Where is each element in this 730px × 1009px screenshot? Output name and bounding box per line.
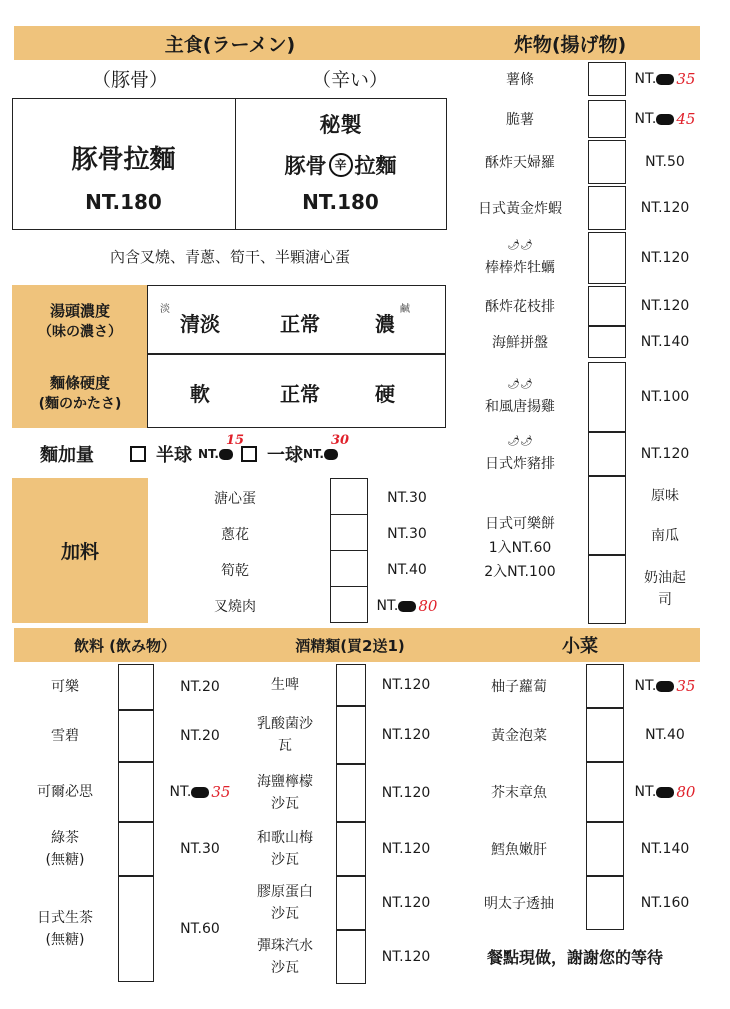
spicy-subtitle: （辛い）: [311, 68, 388, 91]
price-label: NT.160: [640, 895, 690, 911]
price-label: NT.20: [180, 728, 220, 744]
price-label: NT.120: [381, 895, 431, 911]
drink-name: 日式生茶 (無糖): [37, 910, 93, 948]
half-checkbox[interactable]: [130, 446, 146, 462]
topping-checkbox[interactable]: [330, 478, 368, 515]
sides-section-title: 小菜: [562, 636, 598, 657]
kitchen-note: 餐點現做，謝謝您的等待: [486, 947, 663, 967]
alcohol-checkbox[interactable]: [336, 876, 366, 930]
salty-mark: 鹹: [400, 304, 410, 315]
drink-checkbox[interactable]: [118, 762, 154, 822]
ramen-price: NT.180: [302, 190, 379, 214]
fried-item-name: 海鮮拼盤: [492, 335, 548, 351]
light-mark: 淡: [160, 304, 170, 315]
redacted-price-mark: [656, 74, 674, 85]
drink-checkbox[interactable]: [118, 664, 154, 710]
alcohol-section-title: 酒精類(買2送1): [295, 636, 405, 655]
topping-name: 叉燒肉: [214, 599, 256, 615]
fried-item-name: 和風唐揚雞: [485, 399, 555, 415]
price-label: NT.120: [640, 200, 690, 216]
soup-label: 湯頭濃度 （味の濃さ）: [38, 301, 122, 340]
handwritten-price: 80: [418, 597, 438, 615]
ramen-name: 豚骨 辛 拉麵: [284, 154, 397, 178]
price-label: NT.140: [640, 334, 690, 350]
side-name: 柚子蘿蔔: [491, 679, 547, 695]
price-label: NT. 35: [169, 783, 231, 801]
price-label: NT.120: [381, 841, 431, 857]
redacted-price-mark: [656, 114, 674, 125]
fried-checkbox[interactable]: [588, 186, 626, 230]
one-checkbox[interactable]: [241, 446, 257, 462]
cola-cake-flavor[interactable]: 南瓜: [651, 528, 679, 544]
fried-item-name: 酥炸花枝排: [485, 299, 555, 315]
price-label: NT.30: [387, 490, 427, 506]
price-label: NT.120: [381, 677, 431, 693]
extra-noodle-label: 麵加量: [40, 445, 94, 466]
fried-item-name: 日式黃金炸蝦: [478, 201, 562, 217]
price-label: NT.120: [381, 785, 431, 801]
redacted-price-mark: [191, 787, 209, 798]
cola-cake-flavor[interactable]: 奶油起: [644, 570, 686, 586]
fried-item-name: 脆薯: [506, 112, 534, 128]
ramen-secret-label: 秘製: [319, 113, 362, 137]
drink-checkbox[interactable]: [118, 822, 154, 876]
soup-option-light[interactable]: 清淡: [180, 311, 220, 336]
fried-item-name: 薯條: [506, 72, 534, 88]
topping-name: 溏心蛋: [214, 491, 256, 507]
ramen-price: NT.180: [85, 190, 162, 214]
spicy-level-icon: 🌶🌶: [507, 239, 533, 251]
drink-checkbox[interactable]: [118, 710, 154, 762]
price-label: NT.20: [180, 679, 220, 695]
handwritten-price: 35: [676, 677, 696, 695]
price-label: NT.60: [180, 921, 220, 937]
side-name: 黃金泡菜: [491, 728, 547, 744]
fried-checkbox[interactable]: [588, 100, 626, 138]
topping-name: 蔥花: [221, 527, 249, 543]
cola-cake-flavor[interactable]: 司: [658, 592, 672, 608]
noodle-label: 麵條硬度 (麵のかたさ): [38, 373, 122, 412]
alcohol-name: 膠原蛋白 沙瓦: [257, 884, 313, 922]
half-price: NT. 15: [198, 433, 245, 461]
fried-item-name: 酥炸天婦羅: [485, 155, 555, 171]
price-label: NT. 35: [634, 677, 696, 695]
toppings-label: 加料: [12, 478, 148, 623]
price-label: NT.30: [387, 526, 427, 542]
drink-checkbox[interactable]: [118, 876, 154, 982]
alcohol-checkbox[interactable]: [336, 664, 366, 706]
price-label: NT.50: [645, 154, 685, 170]
side-checkbox[interactable]: [586, 708, 624, 762]
price-label: NT.140: [640, 841, 690, 857]
tonkotsu-subtitle: （豚骨）: [91, 68, 168, 91]
price-label: NT.120: [640, 298, 690, 314]
topping-checkbox[interactable]: [330, 586, 368, 623]
price-label: NT.120: [640, 446, 690, 462]
cola-cake-flavor[interactable]: 原味: [651, 488, 679, 504]
handwritten-price: 35: [676, 70, 696, 88]
redacted-price-mark: [656, 787, 674, 798]
alcohol-checkbox[interactable]: [336, 706, 366, 764]
fried-checkbox[interactable]: [588, 232, 626, 284]
side-checkbox[interactable]: [586, 762, 624, 822]
spicy-level-icon: 🌶🌶: [507, 378, 533, 390]
ramen-includes-note: 內含叉燒、青蔥、筍干、半顆溏心蛋: [109, 247, 350, 266]
alcohol-name: 海鹽檸檬 沙瓦: [257, 774, 313, 812]
side-name: 明太子透抽: [484, 896, 554, 912]
cola-cake-label: 日式可樂餅 1入NT.60 2入NT.100: [484, 516, 556, 580]
one-price: NT. 30: [302, 433, 350, 461]
handwritten-price: 80: [676, 783, 696, 801]
price-label: NT. 80: [634, 783, 696, 801]
side-checkbox[interactable]: [586, 822, 624, 876]
fried-checkbox[interactable]: [588, 286, 626, 326]
soup-option-normal[interactable]: 正常: [280, 311, 320, 336]
fried-checkbox[interactable]: [588, 62, 626, 96]
ramen-box-tonkotsu[interactable]: [12, 98, 236, 230]
noodle-option-normal[interactable]: 正常: [280, 381, 320, 406]
alcohol-checkbox[interactable]: [336, 764, 366, 822]
handwritten-price: 45: [676, 110, 696, 128]
fried-item-name: 日式炸豬排: [485, 456, 555, 472]
price-label: NT. 35: [634, 70, 696, 88]
fried-checkbox[interactable]: [588, 326, 626, 358]
alcohol-checkbox[interactable]: [336, 822, 366, 876]
main-section-title: 主食(ラーメン): [164, 33, 296, 56]
redacted-price-mark: [656, 681, 674, 692]
soup-option-rich[interactable]: 濃: [375, 311, 395, 336]
spicy-level-icon: 🌶🌶: [507, 435, 533, 447]
alcohol-name: 乳酸菌沙 瓦: [257, 716, 313, 754]
price-label: NT.120: [381, 727, 431, 743]
alcohol-name: 和歌山梅 沙瓦: [257, 830, 313, 868]
topping-checkbox[interactable]: [330, 514, 368, 551]
drink-name: 雪碧: [51, 728, 79, 744]
drink-name: 可爾必思: [37, 784, 93, 800]
alcohol-name: 生啤: [271, 677, 299, 693]
drinks-section-title: 飲料 (飲み物）: [73, 636, 177, 655]
price-label: NT.100: [640, 389, 690, 405]
side-name: 芥末章魚: [491, 785, 547, 801]
ramen-box-spicy[interactable]: [235, 98, 447, 230]
price-label: NT. 80: [376, 597, 438, 615]
side-checkbox[interactable]: [586, 876, 624, 930]
price-label: NT. 45: [634, 110, 696, 128]
price-label: NT.40: [387, 562, 427, 578]
price-label: NT.30: [180, 841, 220, 857]
topping-checkbox[interactable]: [330, 550, 368, 587]
side-name: 鱈魚嫩肝: [491, 842, 547, 858]
price-label: NT.120: [640, 250, 690, 266]
side-checkbox[interactable]: [586, 664, 624, 708]
topping-name: 筍乾: [221, 563, 249, 579]
noodle-option-hard[interactable]: 硬: [375, 381, 395, 406]
fried-checkbox[interactable]: [588, 140, 626, 184]
cola-cake-checkbox[interactable]: [588, 554, 626, 624]
fried-checkbox[interactable]: [588, 362, 626, 432]
noodle-option-soft[interactable]: 軟: [190, 381, 210, 406]
alcohol-checkbox[interactable]: [336, 930, 366, 984]
drink-name: 可樂: [51, 679, 79, 695]
fried-item-name: 棒棒炸牡蠣: [485, 260, 555, 276]
cola-cake-checkbox[interactable]: [588, 476, 626, 556]
fried-section-title: 炸物(揚げ物): [513, 33, 627, 56]
fried-checkbox[interactable]: [588, 432, 626, 476]
price-label: NT.40: [645, 727, 685, 743]
drink-name: 綠茶 (無糖): [45, 830, 85, 868]
ramen-name: 豚骨拉麵: [71, 144, 176, 175]
redacted-price-mark: [398, 601, 416, 612]
spicy-circle-icon: 辛: [329, 153, 353, 177]
price-label: NT.120: [381, 949, 431, 965]
extra-noodle-row: 麵加量 半球 NT. 15 一球 NT. 30: [40, 433, 350, 466]
handwritten-price: 35: [211, 783, 231, 801]
alcohol-name: 彈珠汽水 沙瓦: [257, 938, 313, 976]
